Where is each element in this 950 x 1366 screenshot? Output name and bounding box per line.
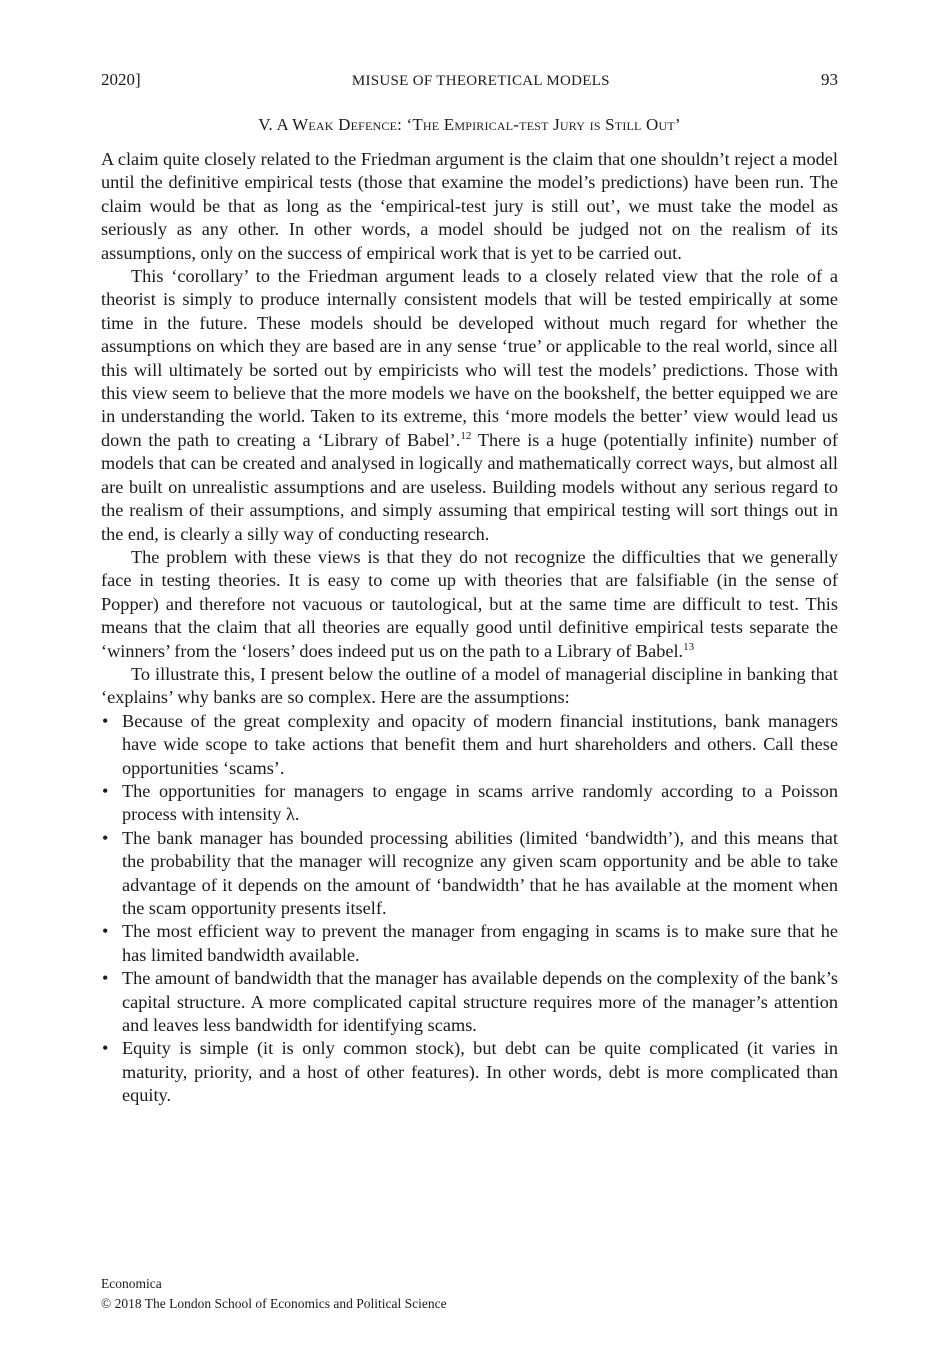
volume-year: 2020] [101, 70, 141, 89]
page-footer [101, 1274, 447, 1314]
list-item [101, 827, 838, 921]
bullet-icon: • [102, 780, 109, 801]
page-number: 93 [820, 70, 838, 89]
bullet-icon: • [102, 827, 109, 848]
paragraph-text: There is a huge (potentially infinite) number of models that can be created and analysed in logically and mathematically correct ways, but almost all are built on unrealistic assumptions and are useless. Building models without any serious regard to the realism of their assumptions, and simply assuming that empirical testing will sort things out in the end, is clearly a silly way of conducting research. [101, 429, 838, 544]
list-item [101, 710, 838, 780]
list-item-text: Equity is simple (it is only common stock), but debt can be quite complicated (it varies in maturity, priority, and a host of other features). In other words, debt is more complicated than equity. [122, 1038, 838, 1106]
list-item [101, 920, 838, 967]
list-item-text: The opportunities for managers to engage in scams arrive randomly according to a Poisson process with intensity λ. [122, 780, 838, 825]
bullet-icon: • [102, 710, 109, 731]
footnote-ref: 13 [683, 640, 695, 653]
paragraph: To illustrate this, I present below the outline of a model of managerial discipline in banking that ‘explains’ why banks are so complex. Here are the assumptions: [101, 663, 838, 708]
list-item [101, 1037, 838, 1107]
bullet-icon: • [102, 921, 109, 942]
list-item-text: The most efficient way to prevent the manager from engaging in scams is to make sure that he has limited bandwidth available. [122, 921, 838, 965]
assumption-list [101, 710, 838, 1108]
paragraph: A claim quite closely related to the Friedman argument is the claim that one shouldn’t reject a model until the definitive empirical tests (those that examine the model’s predictions) have been run. The claim would be that as long as the ‘empirical-test jury is still out’, we must take the model as seriously as any other. In other words, a model should be judged not on the realism of its assumptions, only on the success of empirical work that is yet to be carried out. [101, 149, 838, 263]
running-title: MISUSE OF THEORETICAL MODELS [351, 73, 610, 89]
list-item-text: The bank manager has bounded processing abilities (limited ‘bandwidth’), and this means that the probability that the manager will recognize any given scam opportunity and be able to take advantage of it depends on the amount of ‘bandwidth’ that he has available at the moment when the scam opportunity presents itself. [122, 827, 838, 918]
bullet-icon: • [102, 1038, 109, 1059]
body-text [101, 148, 838, 1108]
running-head [101, 68, 838, 92]
copyright-notice: © 2018 The London School of Economics and Political Science [101, 1296, 447, 1311]
paragraph [101, 265, 838, 546]
journal-name: Economica [101, 1276, 162, 1291]
page [101, 68, 838, 1108]
list-item [101, 780, 838, 827]
list-item-text: Because of the great complexity and opacity of modern financial institutions, bank managers have wide scope to take actions that benefit them and hurt shareholders and others. Call these opportunities ‘scams’. [122, 710, 838, 778]
bullet-icon: • [102, 968, 109, 989]
paragraph-text: The problem with these views is that they do not recognize the difficulties that we generally face in testing theories. It is easy to come up with theories that are falsifiable (in the sense of Popper) and therefore not vacuous or tautological, but at the same time are difficult to test. This means that the claim that all theories are equally good until definitive empirical tests separate the ‘winners’ from the ‘losers’ does indeed put us on the path to a Library of Babel. [101, 546, 838, 661]
footnote-ref: 12 [460, 429, 472, 442]
paragraph [101, 546, 838, 663]
list-item-text: The amount of bandwidth that the manager has available depends on the complexity of the bank’s capital structure. A more complicated capital structure requires more of the manager’s attention and leaves less bandwidth for identifying scams. [122, 968, 838, 1036]
section-heading: V. A Weak Defence: ‘The Empirical-test Jury is Still Out’ [258, 115, 681, 134]
list-item [101, 967, 838, 1037]
paragraph-text: This ‘corollary’ to the Friedman argument leads to a closely related view that the role of a theorist is simply to produce internally consistent models that will be tested empirically at some time in the future. These models should be developed without much regard for whether the assumptions on which they are based are in any sense ‘true’ or applicable to the real world, since all this will ultimately be sorted out by empiricists who will test the models’ predictions. Those with this view seem to believe that the more models we have on the bookshelf, the better equipped we are in understanding the world. Taken to its extreme, this ‘more models the better’ view would lead us down the path to creating a ‘Library of Babel’. [101, 266, 838, 450]
